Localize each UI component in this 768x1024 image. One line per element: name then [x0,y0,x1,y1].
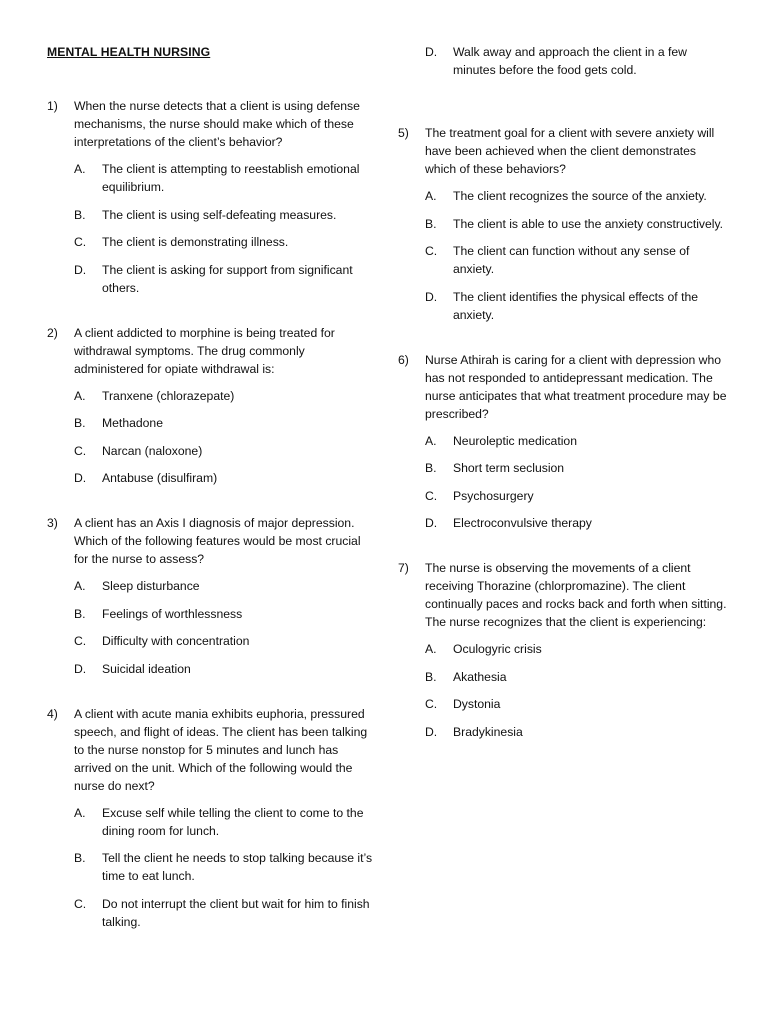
answer-option [74,605,377,623]
question [47,97,377,297]
option-letter: B. [425,669,437,684]
option-text: The client is attempting to reestablish emotional equilibrium. [102,162,360,194]
question-stem: Nurse Athirah is caring for a client with depression who has not responded to antidepressant medication. The nurse anticipates that what treatment procedure may be prescribed? [425,352,727,421]
right-column [398,43,728,768]
option-letter: C. [74,634,87,648]
option-letter: B. [74,606,86,621]
question-stem: The nurse is observing the movements of a client receiving Thorazine (chlorpromazine). The client continually paces and rocks back and forth when sitting. The nurse recognizes that the client is experiencing: [425,561,727,629]
question-number: 6) [398,352,409,367]
answer-option [74,895,377,931]
option-letter: C. [425,488,438,503]
question-stem: The treatment goal for a client with severe anxiety will have been achieved when the client demonstrates which of these behaviors? [425,126,715,176]
option-text: Oculogyric crisis [453,642,542,656]
option-text: Electroconvulsive therapy [453,516,592,530]
option-letter: A. [425,642,437,656]
option-letter: C. [425,244,438,258]
question-number: 2) [47,325,58,340]
answer-option [425,695,728,713]
answer-option [74,160,377,196]
option-text: Feelings of worthlessness [102,606,243,621]
answer-option [74,632,377,650]
question [47,324,377,488]
answer-option [74,261,377,297]
question-number: 1) [47,99,58,113]
question-stem: When the nurse detects that a client is using defense mechanisms, the nurse should make which of these interpretations of the client’s behavior? [74,99,360,149]
option-letter: C. [74,896,87,911]
answer-option [425,668,728,686]
answer-option [425,288,728,324]
answer-option [74,660,377,678]
option-text: Sleep disturbance [102,579,200,593]
option-letter: A. [74,388,86,403]
option-text: Tranxene (chlorazepate) [102,388,235,403]
option-letter: A. [74,579,86,593]
option-text: The client is asking for support from significant others. [102,262,353,295]
option-letter: A. [425,433,437,448]
option-letter: B. [74,416,86,430]
answer-option [74,804,377,840]
option-text: Short term seclusion [453,461,565,475]
answer-option [74,469,377,487]
option-letter: D. [74,471,87,485]
option-letter: D. [74,262,87,277]
option-letter: A. [74,162,86,176]
option-text: Neuroleptic medication [453,433,577,448]
question-number: 4) [47,706,58,721]
option-letter: D. [425,724,438,739]
option-text: Psychosurgery [453,488,534,503]
option-text: Suicidal ideation [102,661,191,676]
option-text: Excuse self while telling the client to come to the dining room for lunch. [102,805,364,838]
question-number: 7) [398,561,409,575]
option-text: The client recognizes the source of the anxiety. [453,189,707,203]
option-letter: D. [425,289,438,304]
option-text: Do not interrupt the client but wait for him to finish talking. [102,896,370,929]
option-letter: B. [74,207,86,222]
answer-option [425,514,728,532]
continued-option [425,43,728,79]
question [398,124,728,324]
answer-option [425,459,728,477]
question-stem: A client with acute mania exhibits euphoria, pressured speech, and flight of ideas. The client has been talking to the nurse nonstop for 5 minutes and lunch has arrived on the unit. Which of the following would the nurse do next? [74,706,368,793]
option-letter: D. [425,516,438,530]
answer-option [74,414,377,432]
question [47,514,377,678]
option-letter: A. [74,805,86,820]
answer-option [425,487,728,505]
answer-option [425,723,728,741]
question-number: 5) [398,126,409,140]
answer-option [74,206,377,224]
option-letter: B. [425,461,437,475]
option-text: The client is demonstrating illness. [102,235,289,249]
option-text: The client is using self-defeating measures. [102,207,337,222]
question-stem: A client has an Axis I diagnosis of major depression. Which of the following features would be most crucial for the nurse to assess? [74,516,361,566]
option-text: Narcan (naloxone) [102,443,203,458]
right-questions [398,124,728,741]
option-text: Bradykinesia [453,724,523,739]
answer-option [425,215,728,233]
option-letter: C. [74,443,87,458]
answer-option [74,442,377,460]
option-letter: C. [425,697,438,711]
option-text: Tell the client he needs to stop talking because it’s time to eat lunch. [102,851,373,883]
option-text: The client can function without any sense of anxiety. [453,244,690,276]
answer-option [425,187,728,205]
answer-option [74,387,377,405]
page-title: MENTAL HEALTH NURSING [47,45,211,59]
option-letter: C. [74,235,87,249]
option-letter: D. [74,661,87,676]
answer-option [425,640,728,658]
option-letter: B. [425,216,437,231]
question [398,559,728,741]
option-letter: D. [425,45,438,59]
option-text: Antabuse (disulfiram) [102,471,218,485]
option-letter: B. [74,851,86,865]
answer-option [74,849,377,885]
left-column [47,97,377,958]
answer-option [74,577,377,595]
question-number: 3) [47,516,58,530]
option-letter: A. [425,189,437,203]
option-text: Akathesia [453,669,507,684]
option-text: The client is able to use the anxiety constructively. [453,216,724,231]
option-text: Difficulty with concentration [102,634,250,648]
answer-option [425,432,728,450]
answer-option [425,242,728,278]
answer-option [74,233,377,251]
question-stem: A client addicted to morphine is being treated for withdrawal symptoms. The drug commonly administered for opiate withdrawal is: [74,325,335,376]
question [398,351,728,533]
option-text: Dystonia [453,697,501,711]
option-text: Walk away and approach the client in a few minutes before the food gets cold. [453,45,687,77]
option-text: Methadone [102,416,163,430]
option-text: The client identifies the physical effects of the anxiety. [453,289,699,322]
question [47,705,377,931]
